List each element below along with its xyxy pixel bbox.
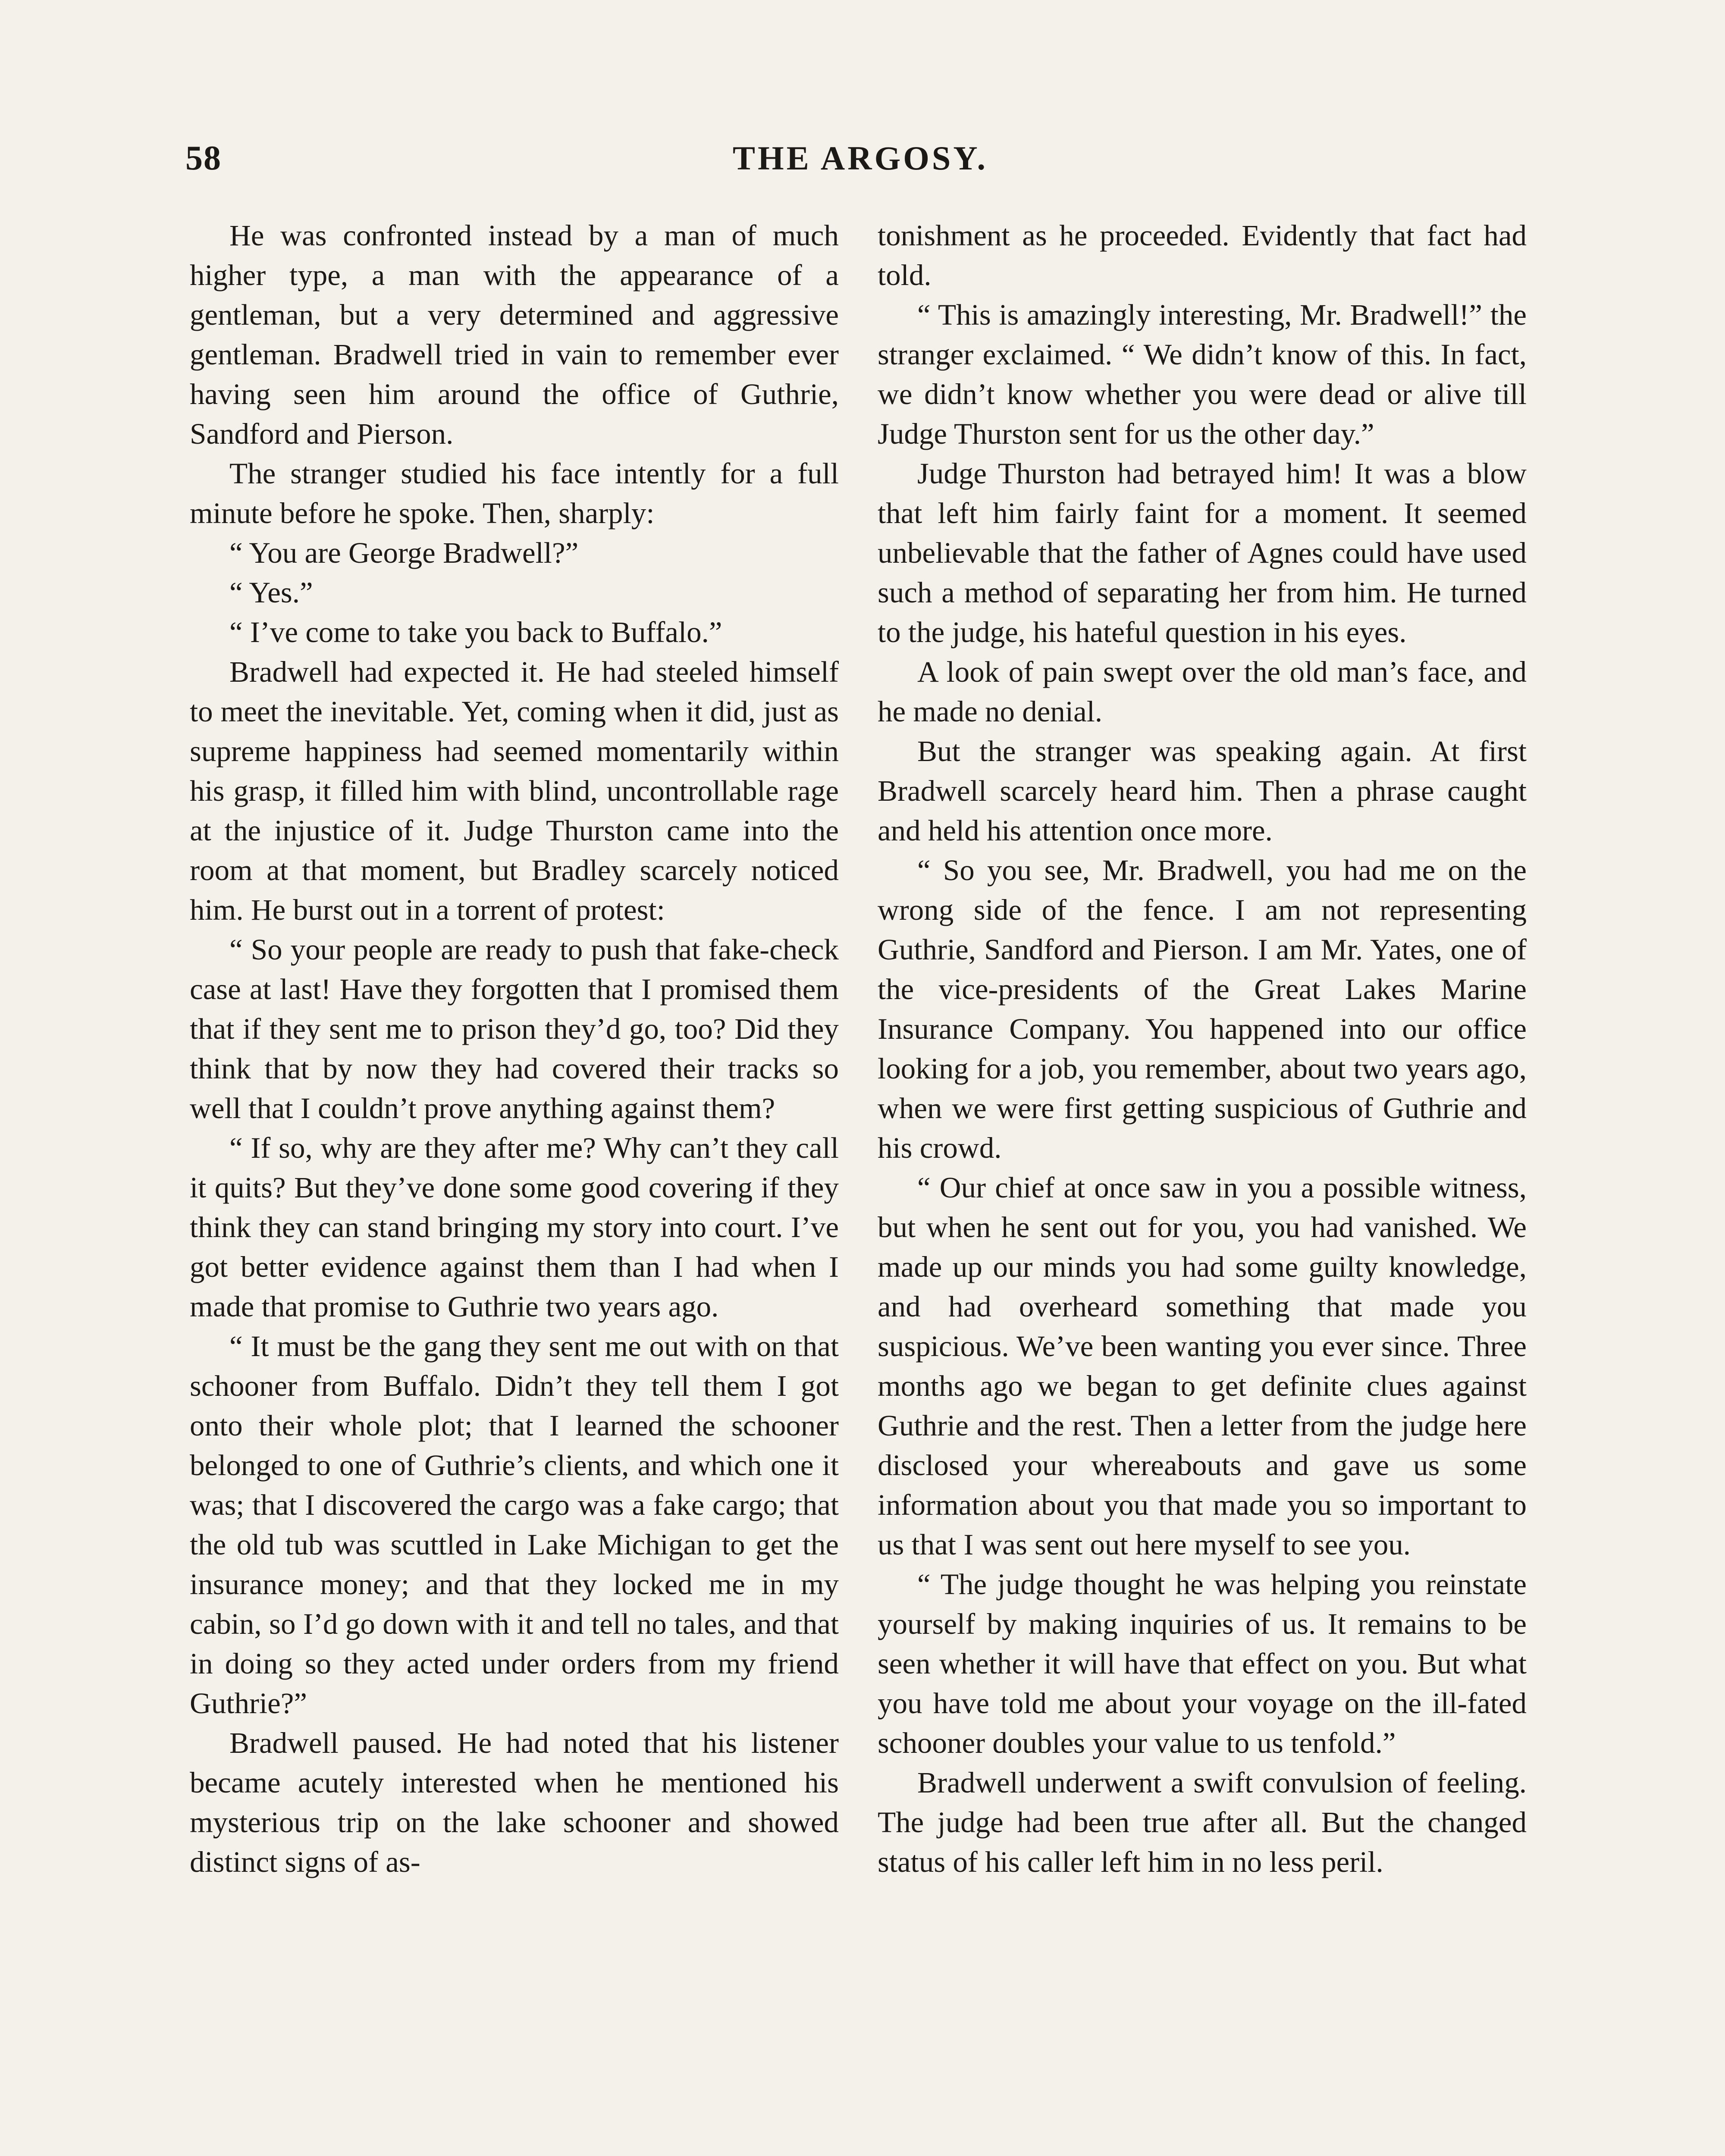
page-number: 58 (185, 139, 222, 177)
paragraph: “ So your people are ready to push that fake-check case at last! Have they forgotten that I promised them that if they sent me to prison they’d go, too? Did they think that by now they had covered their tracks so well that I couldn’t prove anything against them? (190, 933, 839, 1125)
paragraph: “ If so, why are they after me? Why can’t they call it quits? But they’ve done some good covering if they think they can stand bringing my story into court. I’ve got better evidence against them than I had when I made that promise to Guthrie two years ago. (190, 1131, 839, 1323)
paragraph: Bradwell paused. He had noted that his listener became acutely interested when he mentioned his mysterious trip on the lake schooner and showed distinct signs of as- (190, 1727, 839, 1878)
paragraph: But the stranger was speaking again. At first Bradwell scarcely heard him. Then a phrase caught and held his attention once more. (878, 735, 1527, 847)
paragraph: “ The judge thought he was helping you reinstate yourself by making inquiries of us. It remains to be seen whether it will have that effect on you. But what you have told me about your voyage on the ill-fated schooner doubles your value to us tenfold.” (878, 1568, 1527, 1759)
paragraph: “ This is amazingly interesting, Mr. Bradwell!” the stranger exclaimed. “ We didn’t know of this. In fact, we didn’t know whether you were dead or alive till Judge Thurston sent for us the other day.” (878, 298, 1527, 450)
paragraph: The stranger studied his face intently for a full minute before he spoke. Then, sharply: (190, 457, 839, 530)
paragraph: tonishment as he proceeded. Evidently that fact had told. (878, 219, 1527, 291)
paragraph: Bradwell underwent a swift convulsion of feeling. The judge had been true after all. But the changed status of his caller left him in no less peril. (878, 1766, 1527, 1878)
right-column (878, 216, 1527, 1882)
paragraph: Bradwell had expected it. He had steeled himself to meet the inevitable. Yet, coming when it did, just as supreme happiness had seemed momentarily within his grasp, it filled him with blind, uncontrollable rage at the injustice of it. Judge Thurston came into the room at that moment, but Bradley scarcely noticed him. He burst out in a torrent of protest: (190, 655, 839, 926)
paragraph: “ Our chief at once saw in you a possible witness, but when he sent out for you, you had vanished. We made up our minds you had some guilty knowledge, and had overheard something that made you suspicious. We’ve been wanting you ever since. Three months ago we began to get definite clues against Guthrie and the rest. Then a letter from the judge here disclosed your whereabouts and gave us some information about you that made you so important to us that I was sent out here myself to see you. (878, 1171, 1527, 1561)
paragraph: “ It must be the gang they sent me out with on that schooner from Buffalo. Didn’t they tell them I got onto their whole plot; that I learned the schooner belonged to one of Guthrie’s clients, and which one it was; that I discovered the cargo was a fake cargo; that the old tub was scuttled in Lake Michigan to get the insurance money; and that they locked me in my cabin, so I’d go down with it and tell no tales, and that in doing so they acted under orders from my friend Guthrie?” (190, 1330, 839, 1720)
paragraph: “ You are George Bradwell?” (229, 536, 579, 569)
page-header (185, 139, 1535, 186)
running-head: THE ARGOSY. (733, 139, 988, 177)
paragraph: “ So you see, Mr. Bradwell, you had me on the wrong side of the fence. I am not representing Guthrie, Sandford and Pierson. I am Mr. Yates, one of the vice-presidents of the Great Lakes Marine Insurance Company. You happened into our office looking for a job, you remember, about two years ago, when we were first getting suspicious of Guthrie and his crowd. (878, 854, 1527, 1164)
left-column (190, 216, 839, 1882)
paragraph: “ I’ve come to take you back to Buffalo.” (229, 616, 722, 649)
paragraph: He was confronted instead by a man of much higher type, a man with the appearance of a gentleman, but a very determined and aggressive gentleman. Bradwell tried in vain to remember ever having seen him around the office of Guthrie, Sandford and Pierson. (190, 219, 839, 450)
paragraph: Judge Thurston had betrayed him! It was a blow that left him fairly faint for a moment. It seemed unbelievable that the father of Agnes could have used such a method of separating her from him. He turned to the judge, his hateful question in his eyes. (878, 457, 1527, 649)
paragraph: “ Yes.” (229, 576, 313, 609)
paragraph: A look of pain swept over the old man’s face, and he made no denial. (878, 655, 1527, 728)
